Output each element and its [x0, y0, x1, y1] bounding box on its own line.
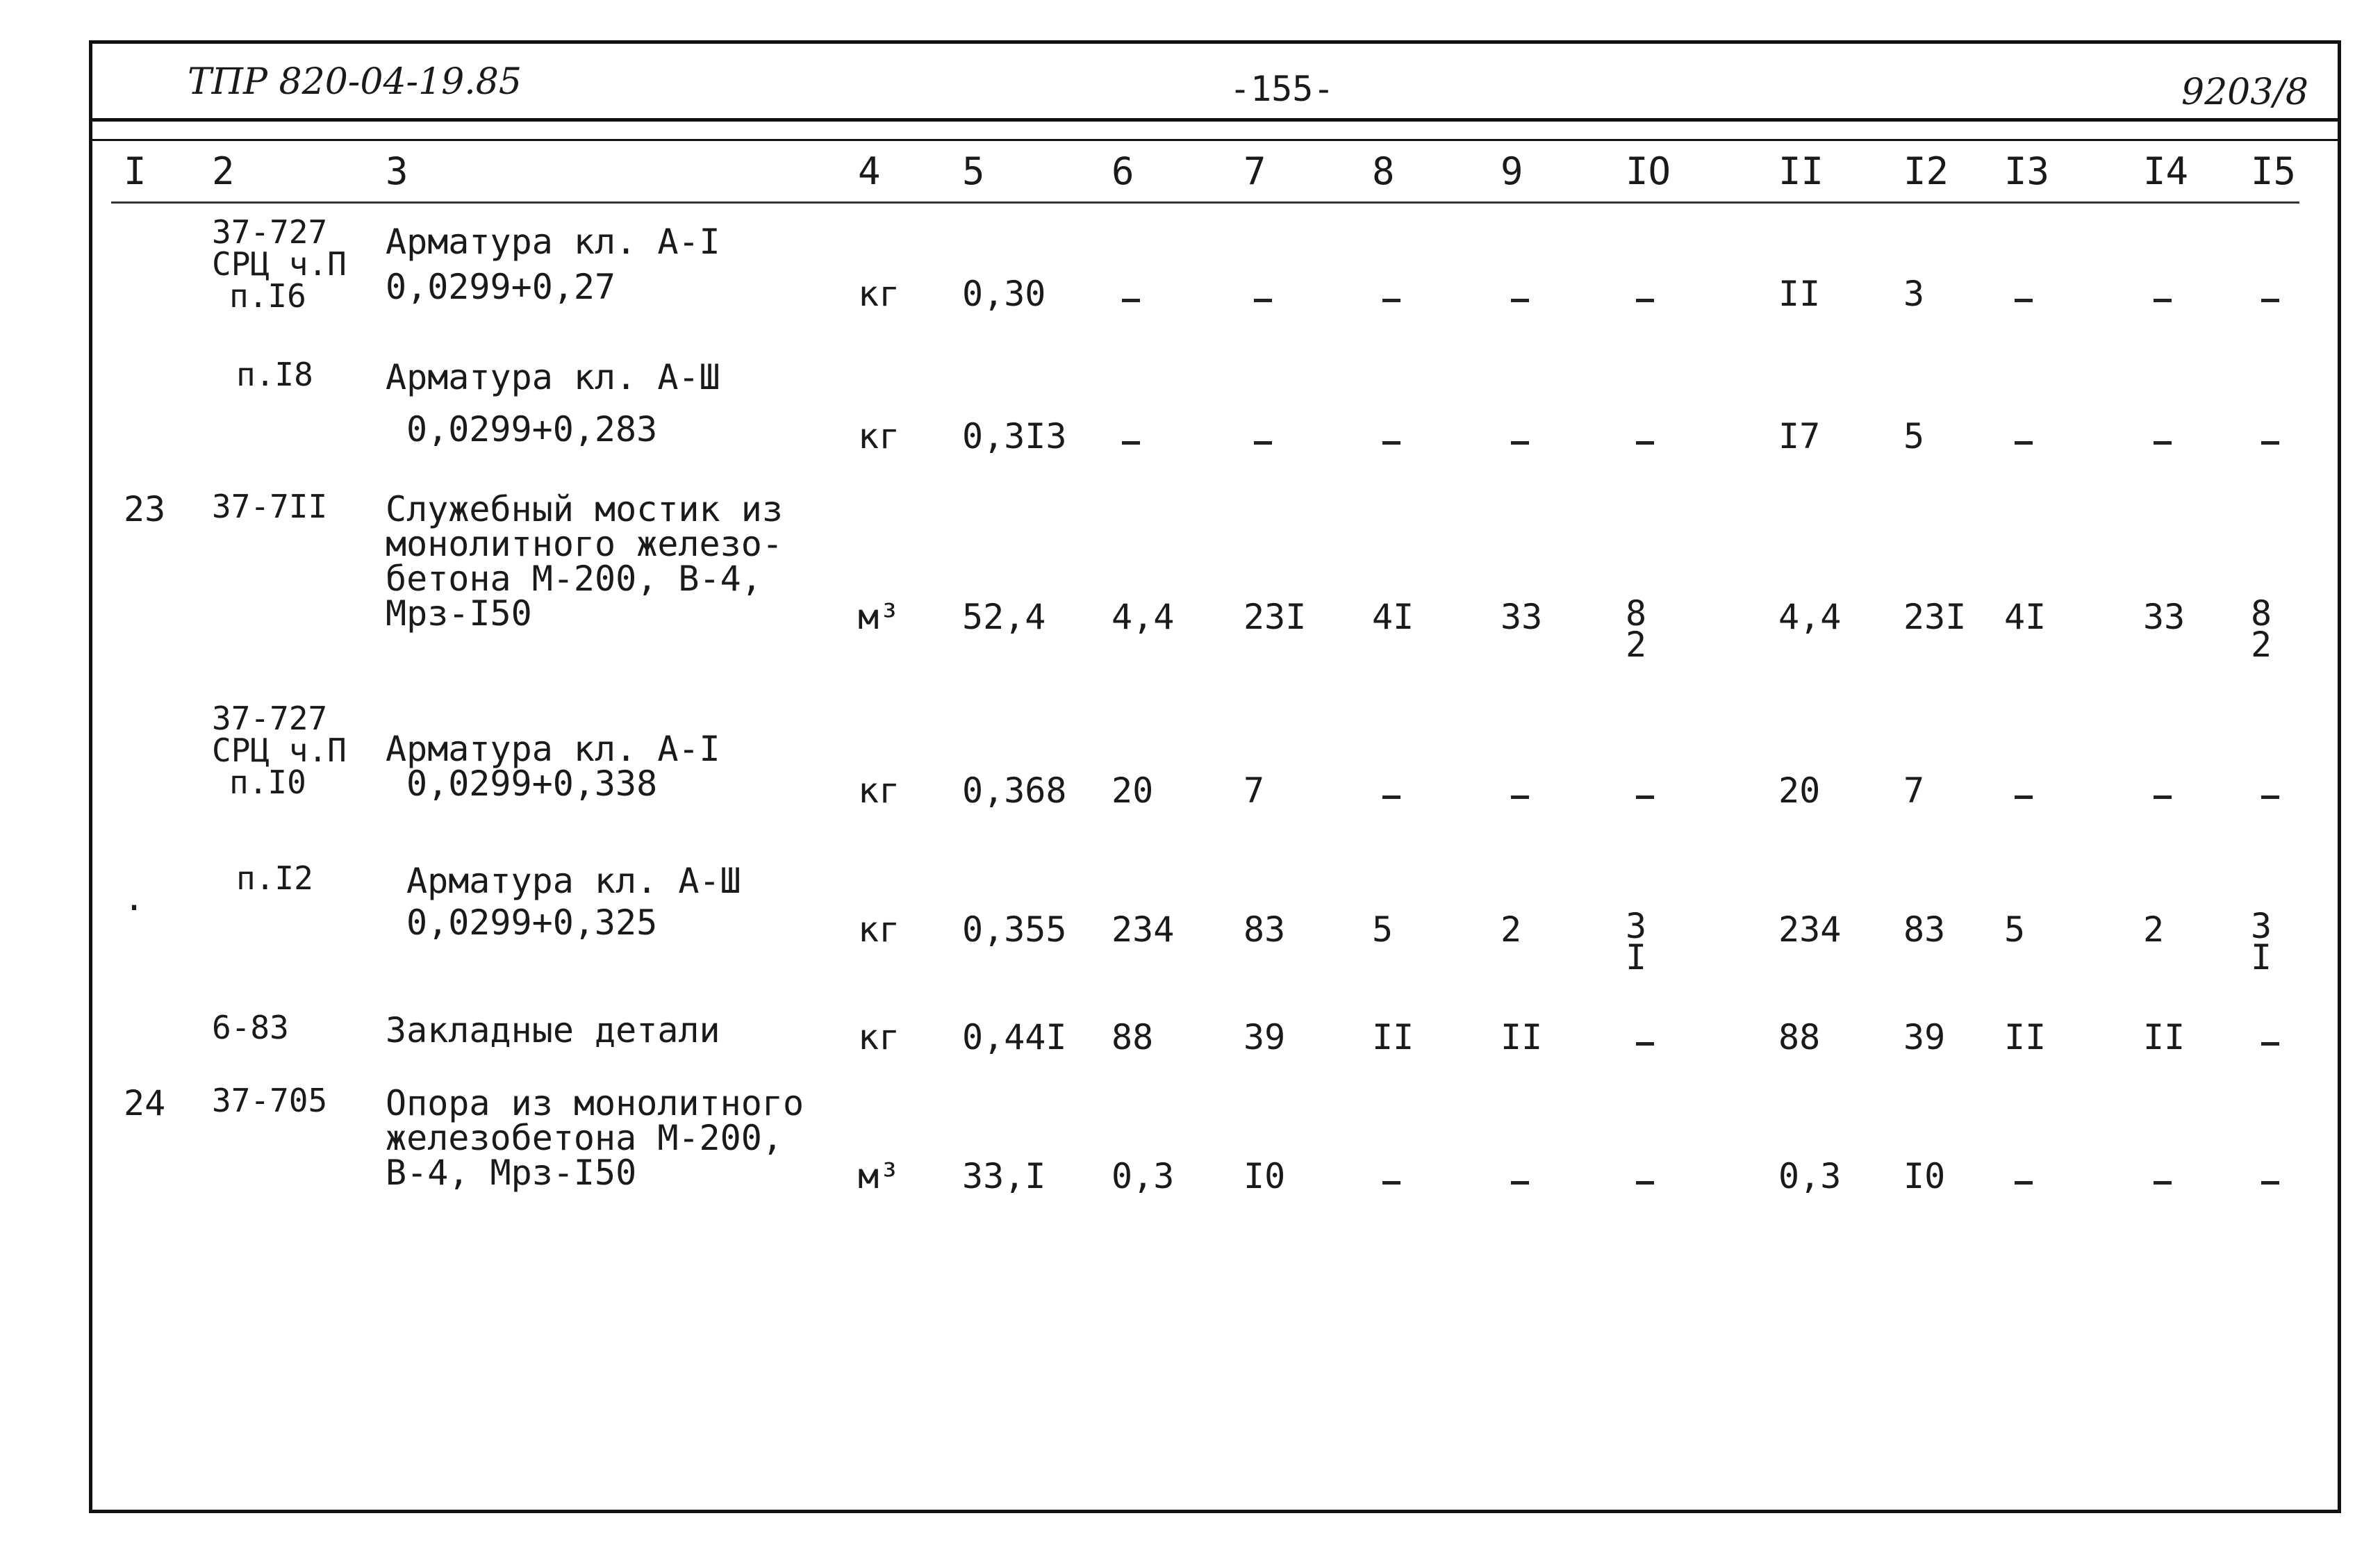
item-description: Служебный мостик из: [386, 489, 783, 529]
unit-label: кг: [858, 274, 900, 314]
table-cell-value: 5: [2004, 909, 2026, 950]
table-cell-value: 7: [1243, 770, 1265, 811]
norm-code: 37-7II: [212, 488, 328, 525]
item-formula: железобетона М-200,: [386, 1118, 783, 1158]
item-formula: 0,0299+0,283: [406, 409, 658, 449]
table-cell-value: 3: [1903, 274, 1925, 314]
col-num-10: IO: [1626, 149, 1671, 193]
col-num-13: I3: [2004, 149, 2050, 193]
item-description: Опора из монолитного: [386, 1083, 804, 1123]
stacked-value-bottom: 2: [1626, 625, 1647, 665]
stacked-value-bottom: 2: [2251, 625, 2272, 665]
table-cell-value: 39: [1903, 1017, 1946, 1057]
empty-dash: [2015, 441, 2033, 445]
empty-dash: [2154, 299, 2172, 302]
empty-dash: [2015, 1181, 2033, 1185]
item-description: Арматура кл. А-I: [386, 729, 720, 769]
unit-label: кг: [858, 1017, 900, 1057]
empty-dash: [1511, 1181, 1529, 1185]
norm-code: 6-83: [212, 1009, 289, 1046]
table-cell-value: 0,368: [962, 770, 1067, 811]
norm-code: п.I0: [229, 764, 306, 801]
empty-dash: [1254, 441, 1272, 445]
doc-code: ТПР 820-04-19.85: [188, 61, 522, 103]
empty-dash: [1636, 1042, 1654, 1046]
table-cell-value: I0: [1243, 1156, 1286, 1196]
item-formula: Мрз-I50: [386, 593, 532, 634]
table-cell-value: 39: [1243, 1017, 1286, 1057]
col-num-7: 7: [1243, 149, 1266, 193]
empty-dash: [1511, 441, 1529, 445]
column-header-rule: [111, 201, 2299, 204]
stacked-value-top: 3: [1626, 906, 1647, 946]
unit-label: кг: [858, 770, 900, 811]
table-cell-value: II: [1778, 274, 1821, 314]
col-num-1: I: [124, 149, 147, 193]
table-cell-value: 2: [1501, 909, 1522, 950]
unit-label: м³: [858, 597, 900, 637]
item-description: Арматура кл. А-Ш: [406, 861, 741, 901]
empty-dash: [1636, 441, 1654, 445]
table-cell-value: II: [1372, 1017, 1414, 1057]
table-cell-value: 0,3I3: [962, 416, 1067, 456]
norm-code: 37-727: [212, 700, 328, 737]
col-num-4: 4: [858, 149, 881, 193]
item-formula: бетона М-200, В-4,: [386, 559, 762, 599]
norm-code: СРЦ ч.П: [212, 732, 347, 769]
item-formula: В-4, Мрз-I50: [386, 1153, 637, 1193]
empty-dash: [1636, 299, 1654, 302]
table-cell-value: 33: [2143, 597, 2185, 637]
empty-dash: [1636, 1181, 1654, 1185]
norm-code: п.I8: [236, 356, 313, 393]
page-number: -155-: [1230, 69, 1334, 109]
empty-dash: [2154, 441, 2172, 445]
empty-dash: [1382, 299, 1400, 302]
row-number: 24: [124, 1083, 166, 1123]
col-num-6: 6: [1112, 149, 1134, 193]
table-cell-value: 234: [1778, 909, 1842, 950]
empty-dash: [1254, 299, 1272, 302]
stacked-value-top: 3: [2251, 906, 2272, 946]
table-cell-value: 83: [1243, 909, 1286, 950]
empty-dash: [1382, 441, 1400, 445]
col-num-15: I5: [2251, 149, 2297, 193]
col-num-3: 3: [386, 149, 408, 193]
stacked-value-top: 8: [1626, 593, 1647, 634]
table-cell-value: II: [2143, 1017, 2185, 1057]
col-num-11: II: [1778, 149, 1824, 193]
header-rule: [92, 118, 2338, 122]
norm-code: СРЦ ч.П: [212, 245, 347, 283]
stacked-value-top: 8: [2251, 593, 2272, 634]
item-formula: 0,0299+0,325: [406, 902, 658, 943]
table-cell-value: 0,30: [962, 274, 1046, 314]
empty-dash: [1382, 1181, 1400, 1185]
empty-dash: [1636, 795, 1654, 799]
unit-label: м³: [858, 1156, 900, 1196]
item-description: Арматура кл. А-I: [386, 222, 720, 262]
table-cell-value: 23I: [1243, 597, 1307, 637]
norm-code: 37-727: [212, 213, 328, 251]
empty-dash: [1511, 299, 1529, 302]
sheet-reference: 9203/8: [2181, 72, 2308, 113]
table-cell-value: 2: [2143, 909, 2165, 950]
table-cell-value: 0,44I: [962, 1017, 1067, 1057]
empty-dash: [2154, 1181, 2172, 1185]
stacked-value-bottom: I: [2251, 937, 2272, 978]
col-num-8: 8: [1372, 149, 1395, 193]
empty-dash: [2261, 1042, 2279, 1046]
table-cell-value: 23I: [1903, 597, 1967, 637]
empty-dash: [2261, 441, 2279, 445]
table-cell-value: 5: [1372, 909, 1394, 950]
stacked-value-bottom: I: [1626, 937, 1647, 978]
empty-dash: [2154, 795, 2172, 799]
table-cell-value: 4I: [2004, 597, 2047, 637]
table-cell-value: 88: [1778, 1017, 1821, 1057]
table-cell-value: 234: [1112, 909, 1175, 950]
table-cell-value: 20: [1778, 770, 1821, 811]
table-cell-value: II: [2004, 1017, 2047, 1057]
empty-dash: [1122, 299, 1140, 302]
norm-code: п.I2: [236, 859, 313, 897]
empty-dash: [2261, 299, 2279, 302]
table-cell-value: I0: [1903, 1156, 1946, 1196]
item-description: Закладные детали: [386, 1010, 720, 1050]
col-num-9: 9: [1501, 149, 1523, 193]
table-cell-value: 7: [1903, 770, 1925, 811]
row-number: 23: [124, 489, 166, 529]
table-cell-value: 5: [1903, 416, 1925, 456]
table-cell-value: 0,3: [1778, 1156, 1842, 1196]
col-num-5: 5: [962, 149, 985, 193]
empty-dash: [1511, 795, 1529, 799]
norm-code: п.I6: [229, 277, 306, 315]
col-num-2: 2: [212, 149, 235, 193]
empty-dash: [2261, 795, 2279, 799]
item-description: Арматура кл. А-Ш: [386, 357, 720, 397]
table-cell-value: 83: [1903, 909, 1946, 950]
col-num-14: I4: [2143, 149, 2189, 193]
table-cell-value: 4,4: [1778, 597, 1842, 637]
item-formula: 0,0299+0,27: [386, 267, 616, 307]
norm-code: 37-705: [212, 1082, 328, 1119]
table-cell-value: 33: [1501, 597, 1543, 637]
item-formula: 0,0299+0,338: [406, 764, 658, 804]
empty-dash: [1382, 795, 1400, 799]
row-number: .: [124, 878, 145, 918]
table-cell-value: 4,4: [1112, 597, 1175, 637]
table-cell-value: I7: [1778, 416, 1821, 456]
table-cell-value: 88: [1112, 1017, 1154, 1057]
unit-label: кг: [858, 909, 900, 950]
empty-dash: [2015, 795, 2033, 799]
table-cell-value: 0,355: [962, 909, 1067, 950]
table-cell-value: II: [1501, 1017, 1543, 1057]
empty-dash: [2015, 299, 2033, 302]
table-cell-value: 20: [1112, 770, 1154, 811]
header-rule-inner: [92, 139, 2338, 141]
unit-label: кг: [858, 416, 900, 456]
empty-dash: [2261, 1181, 2279, 1185]
item-formula: монолитного железо-: [386, 524, 783, 564]
table-cell-value: 4I: [1372, 597, 1414, 637]
col-num-12: I2: [1903, 149, 1949, 193]
table-cell-value: 52,4: [962, 597, 1046, 637]
table-cell-value: 33,I: [962, 1156, 1046, 1196]
empty-dash: [1122, 441, 1140, 445]
table-cell-value: 0,3: [1112, 1156, 1175, 1196]
